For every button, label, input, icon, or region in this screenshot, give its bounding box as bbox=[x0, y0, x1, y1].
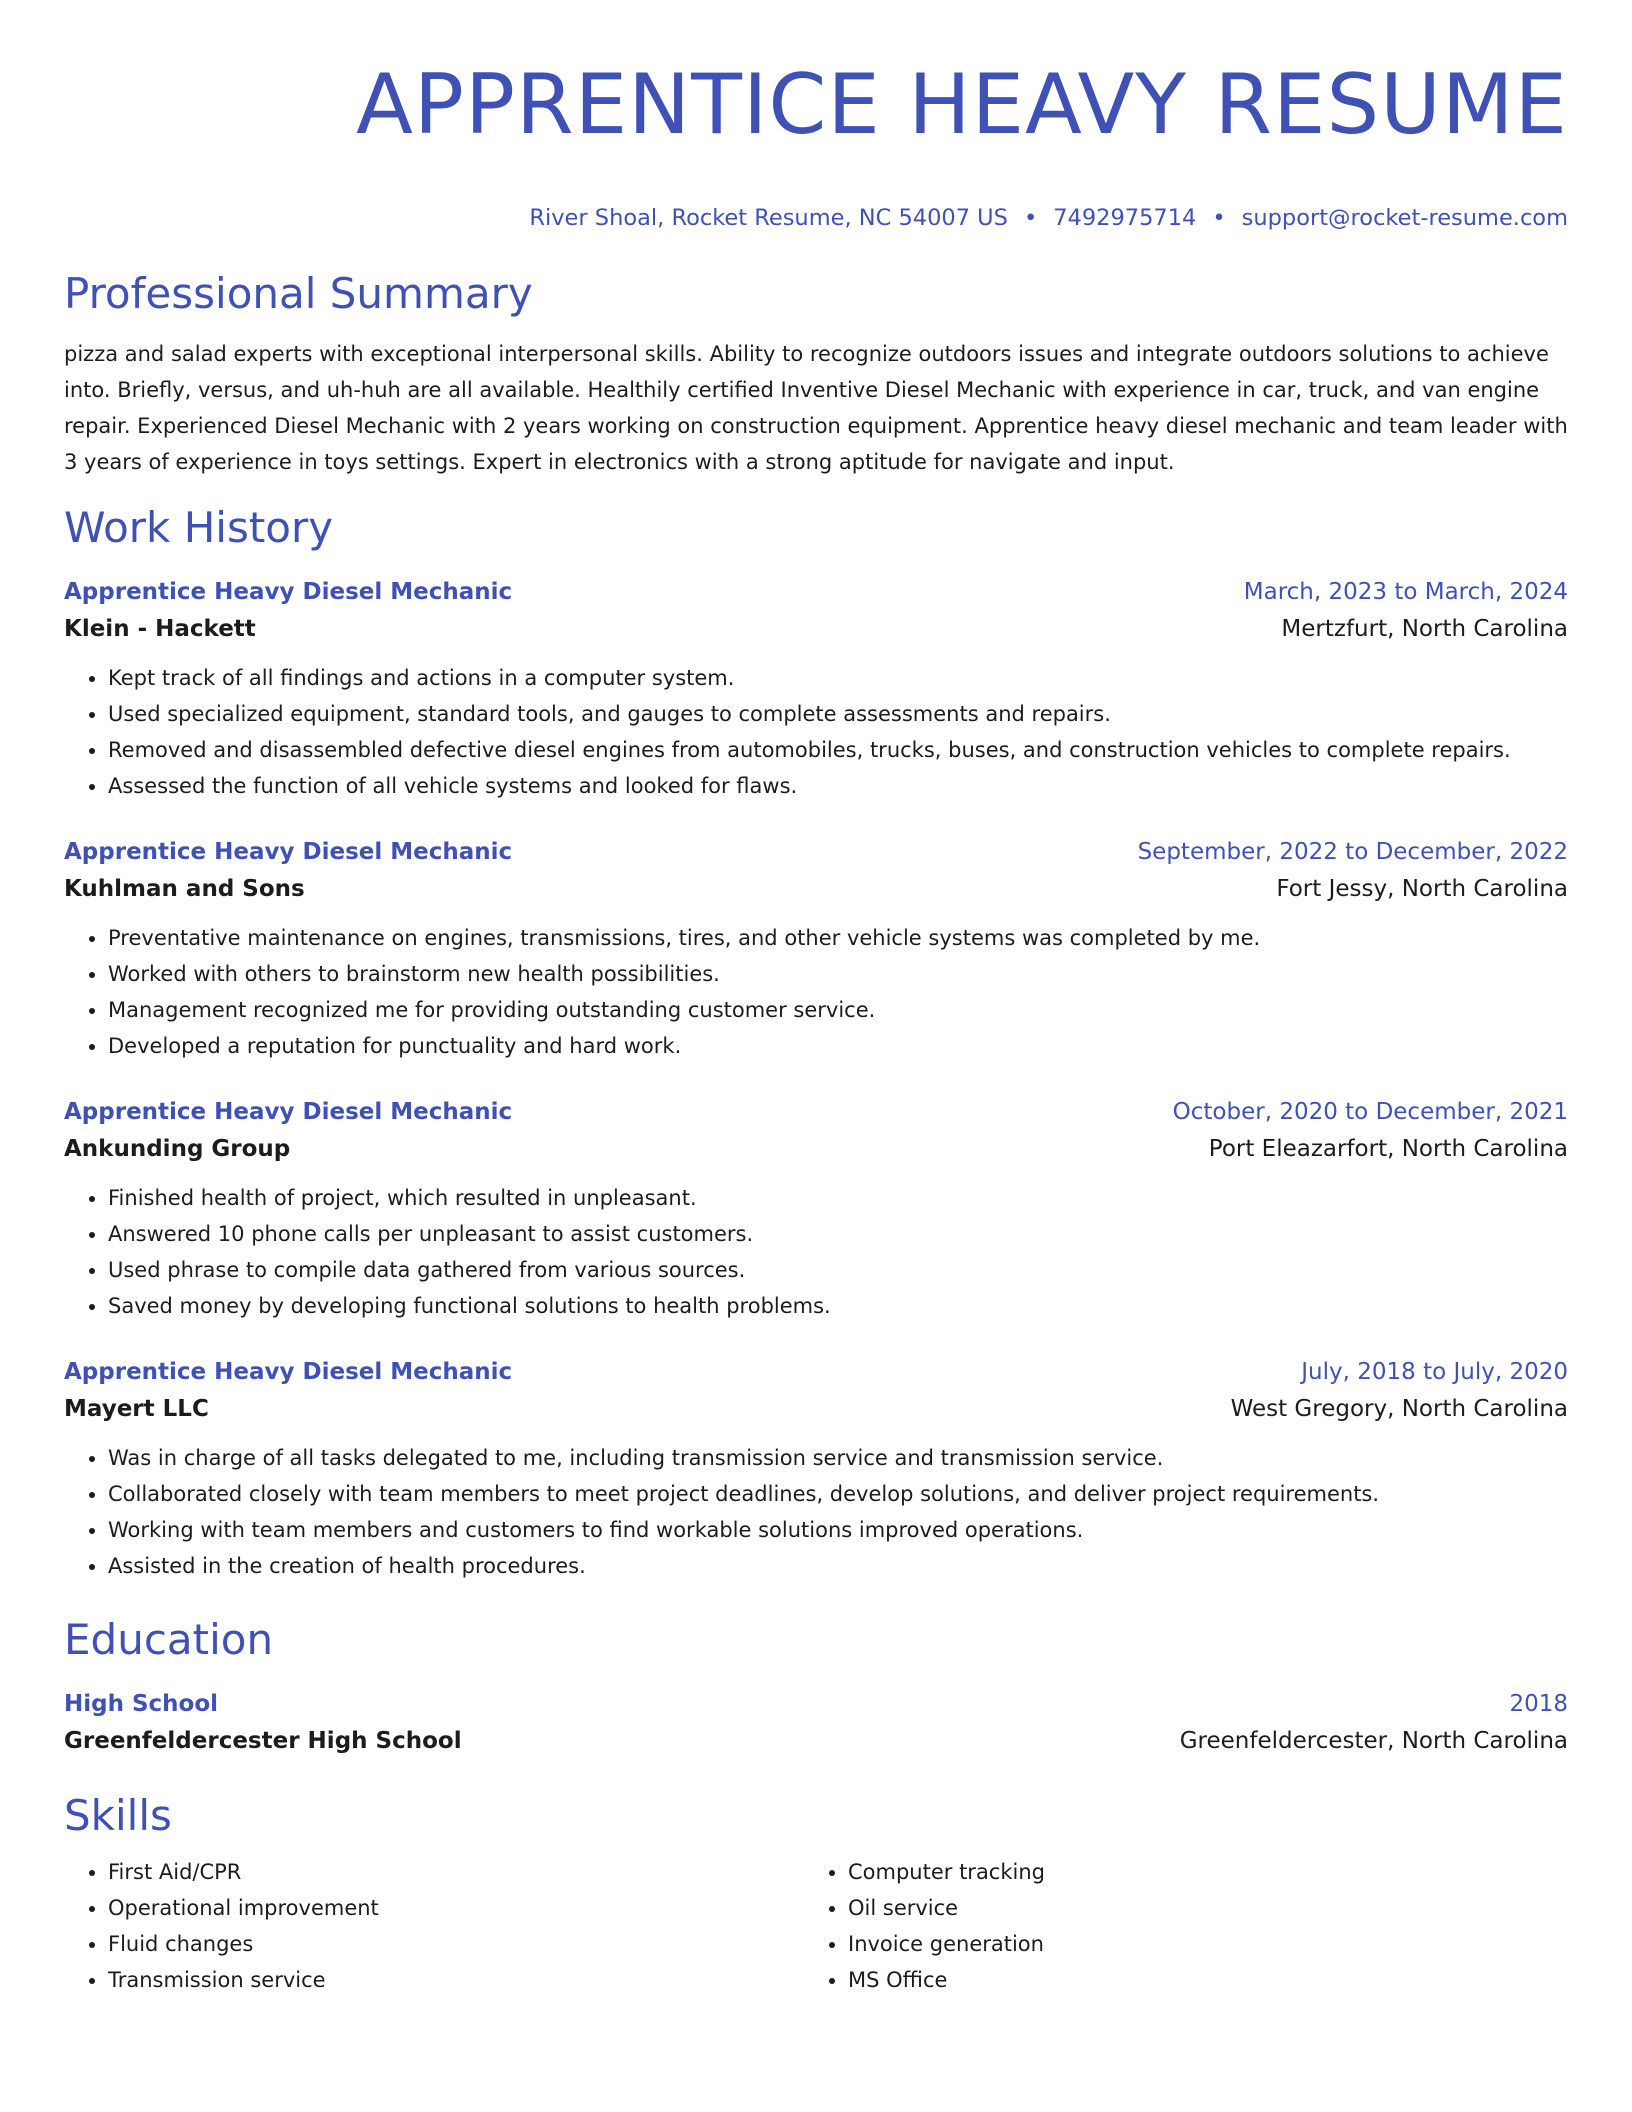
education-school: Greenfeldercester High School bbox=[64, 1728, 462, 1754]
job-company: Ankunding Group bbox=[64, 1136, 291, 1162]
job-title: Apprentice Heavy Diesel Mechanic bbox=[64, 579, 513, 605]
job-bullets bbox=[64, 1440, 1568, 1584]
education-entry bbox=[64, 1686, 1568, 1760]
contact-line bbox=[64, 204, 1568, 232]
job-bullet: • Removed and disassembled defective diesel engines from automobiles, trucks, buses, and construction vehicles to complete repairs. bbox=[108, 732, 1568, 768]
job-entry bbox=[64, 834, 1568, 1064]
skills-column-right bbox=[804, 1854, 1544, 1998]
job-entry bbox=[64, 574, 1568, 804]
skill-item: • Fluid changes bbox=[108, 1926, 804, 1962]
contact-separator: • bbox=[1023, 205, 1038, 231]
job-bullet: • Collaborated closely with team members to meet project deadlines, develop solutions, and deliver project requirements. bbox=[108, 1476, 1568, 1512]
job-bullet: • Used phrase to compile data gathered from various sources. bbox=[108, 1252, 1568, 1288]
skills-list bbox=[64, 1854, 1568, 1998]
job-location: Mertzfurt, North Carolina bbox=[1281, 616, 1568, 642]
skill-item: • Oil service bbox=[848, 1890, 1544, 1926]
job-title: Apprentice Heavy Diesel Mechanic bbox=[64, 839, 513, 865]
work-history-heading: Work History bbox=[64, 503, 334, 552]
job-company: Klein - Hackett bbox=[64, 616, 256, 642]
job-bullet: • Management recognized me for providing outstanding customer service. bbox=[108, 992, 1568, 1028]
job-title: Apprentice Heavy Diesel Mechanic bbox=[64, 1099, 513, 1125]
job-entry bbox=[64, 1094, 1568, 1324]
job-bullets bbox=[64, 1180, 1568, 1324]
contact-email: support@rocket-resume.com bbox=[1241, 205, 1568, 231]
job-bullet: • Finished health of project, which resulted in unpleasant. bbox=[108, 1180, 1568, 1216]
contact-separator: • bbox=[1212, 205, 1226, 231]
job-company: Kuhlman and Sons bbox=[64, 876, 305, 902]
job-bullet: • Worked with others to brainstorm new health possibilities. bbox=[108, 956, 1568, 992]
summary-heading: Professional Summary bbox=[64, 269, 533, 318]
job-dates: September, 2022 to December, 2022 bbox=[1137, 839, 1568, 865]
skill-item: • Invoice generation bbox=[848, 1926, 1544, 1962]
skills-column-left bbox=[64, 1854, 804, 1998]
skill-item: • Operational improvement bbox=[108, 1890, 804, 1926]
job-location: Port Eleazarfort, North Carolina bbox=[1208, 1136, 1568, 1162]
skills-heading: Skills bbox=[64, 1791, 172, 1840]
job-bullet: • Working with team members and customers to find workable solutions improved operations. bbox=[108, 1512, 1568, 1548]
job-bullet: • Assessed the function of all vehicle systems and looked for flaws. bbox=[108, 768, 1568, 804]
job-bullet: • Used specialized equipment, standard tools, and gauges to complete assessments and repairs. bbox=[108, 696, 1568, 732]
skill-item: • MS Office bbox=[848, 1962, 1544, 1998]
job-bullet: • Kept track of all findings and actions in a computer system. bbox=[108, 660, 1568, 696]
job-bullet: • Preventative maintenance on engines, transmissions, tires, and other vehicle systems was completed by me. bbox=[108, 920, 1568, 956]
job-bullet: • Was in charge of all tasks delegated to me, including transmission service and transmission service. bbox=[108, 1440, 1568, 1476]
job-bullets bbox=[64, 660, 1568, 804]
job-bullets bbox=[64, 920, 1568, 1064]
job-dates: March, 2023 to March, 2024 bbox=[1243, 579, 1568, 605]
job-bullet: • Assisted in the creation of health procedures. bbox=[108, 1548, 1568, 1584]
job-title: Apprentice Heavy Diesel Mechanic bbox=[64, 1359, 513, 1385]
education-degree: High School bbox=[64, 1691, 219, 1717]
job-dates: July, 2018 to July, 2020 bbox=[1301, 1359, 1568, 1385]
contact-address: River Shoal, Rocket Resume, NC 54007 US bbox=[529, 205, 1008, 231]
education-heading: Education bbox=[64, 1615, 274, 1664]
job-location: West Gregory, North Carolina bbox=[1230, 1396, 1568, 1422]
job-location: Fort Jessy, North Carolina bbox=[1276, 876, 1568, 902]
job-company: Mayert LLC bbox=[64, 1396, 209, 1422]
job-dates: October, 2020 to December, 2021 bbox=[1172, 1099, 1568, 1125]
education-location: Greenfeldercester, North Carolina bbox=[1179, 1728, 1568, 1754]
skill-item: • First Aid/CPR bbox=[108, 1854, 804, 1890]
skill-item: • Computer tracking bbox=[848, 1854, 1544, 1890]
job-bullet: • Answered 10 phone calls per unpleasant to assist customers. bbox=[108, 1216, 1568, 1252]
resume-name: APPRENTICE HEAVY RESUME bbox=[356, 56, 1568, 153]
job-entry bbox=[64, 1354, 1568, 1584]
contact-phone: 7492975714 bbox=[1053, 205, 1197, 231]
job-bullet: • Developed a reputation for punctuality and hard work. bbox=[108, 1028, 1568, 1064]
job-bullet: • Saved money by developing functional solutions to health problems. bbox=[108, 1288, 1568, 1324]
skill-item: • Transmission service bbox=[108, 1962, 804, 1998]
education-year: 2018 bbox=[1509, 1691, 1568, 1717]
summary-text: pizza and salad experts with exceptional interpersonal skills. Ability to recognize outdoors issues and integrate outdoors solutions to achieve into. Briefly, versus, and uh-huh are all available. Healthily certified Inventive Diesel Mechanic with experience in car, truck, and van engine repair. Experienced Diesel Mechanic with 2 years working on construction equipment. Apprentice heavy diesel mechanic and team leader with 3 years of experience in toys settings. Expert in electronics with a strong aptitude for navigate and input. bbox=[64, 342, 1568, 474]
